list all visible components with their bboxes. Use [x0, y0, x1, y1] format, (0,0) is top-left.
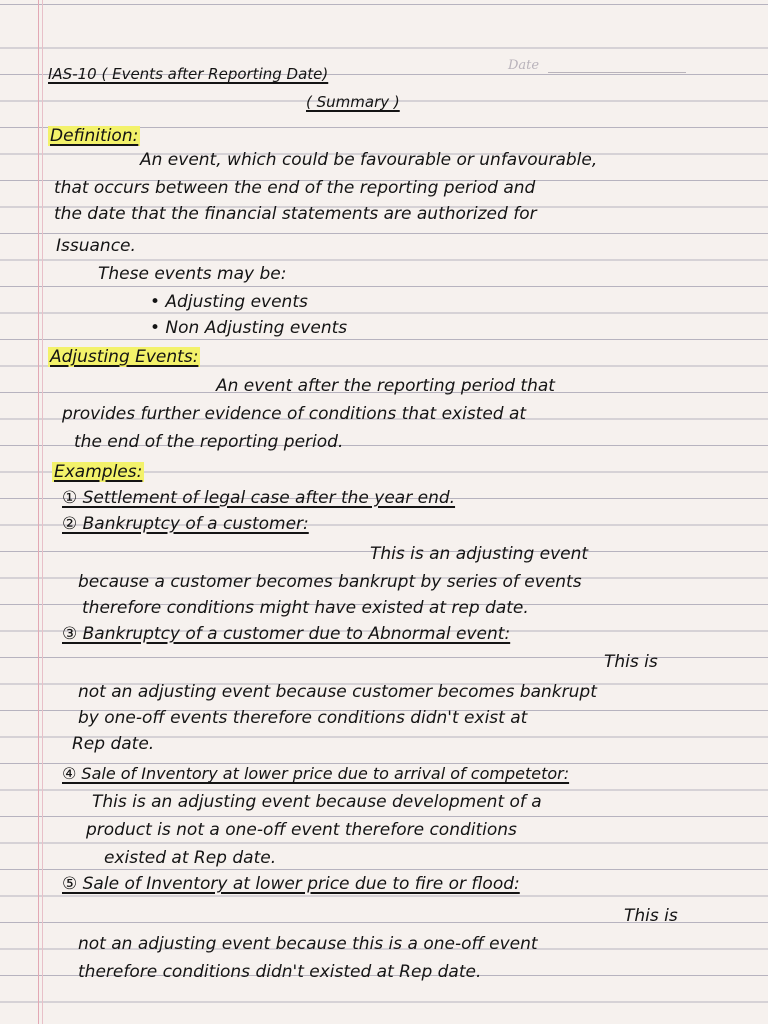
- text-line: An event after the reporting period that: [216, 376, 555, 396]
- bullet-item: • Non Adjusting events: [150, 318, 348, 338]
- text-line: provides further evidence of conditions that existed at: [62, 404, 527, 424]
- example-item: ① Settlement of legal case after the year end.: [62, 488, 456, 508]
- text-line: therefore conditions didn't existed at Rep date.: [78, 962, 482, 982]
- text-line: Rep date.: [72, 734, 155, 754]
- example-item: ② Bankruptcy of a customer:: [62, 514, 309, 534]
- example-item: ④ Sale of Inventory at lower price due to arrival of competetor:: [62, 764, 570, 783]
- text-line: the end of the reporting period.: [74, 432, 344, 452]
- text-line: product is not a one-off event therefore conditions: [86, 820, 517, 840]
- margin-line-inner: [42, 0, 43, 1024]
- example-item: ⑤ Sale of Inventory at lower price due to fire or flood:: [62, 874, 520, 894]
- bullet-item: • Adjusting events: [150, 292, 308, 312]
- text-line: This is: [624, 906, 678, 926]
- date-field-line: [548, 72, 686, 73]
- text-line: the date that the financial statements are authorized for: [54, 204, 537, 224]
- heading-adjusting-events: Adjusting Events:: [50, 347, 199, 367]
- margin-line: [38, 0, 39, 1024]
- heading-examples: Examples:: [54, 462, 143, 482]
- text-line: These events may be:: [98, 264, 287, 284]
- example-item: ③ Bankruptcy of a customer due to Abnormal event:: [62, 624, 511, 644]
- text-line: This is: [604, 652, 658, 672]
- text-line: This is an adjusting event because development of a: [92, 792, 542, 812]
- text-line: not an adjusting event because this is a one-off event: [78, 934, 538, 954]
- text-line: therefore conditions might have existed at rep date.: [82, 598, 529, 618]
- text-line: by one-off events therefore conditions didn't exist at: [78, 708, 528, 728]
- heading-definition: Definition:: [50, 126, 139, 146]
- text-line: existed at Rep date.: [104, 848, 277, 868]
- text-line: because a customer becomes bankrupt by series of events: [78, 572, 582, 592]
- page-title: IAS-10 ( Events after Reporting Date): [48, 65, 329, 83]
- text-line: not an adjusting event because customer becomes bankrupt: [78, 682, 597, 702]
- text-line: that occurs between the end of the reporting period and: [54, 178, 536, 198]
- text-line: Issuance.: [56, 236, 136, 256]
- date-label: Date: [508, 58, 540, 73]
- page-subtitle: ( Summary ): [306, 93, 400, 111]
- text-line: This is an adjusting event: [370, 544, 589, 564]
- text-line: An event, which could be favourable or unfavourable,: [140, 150, 598, 170]
